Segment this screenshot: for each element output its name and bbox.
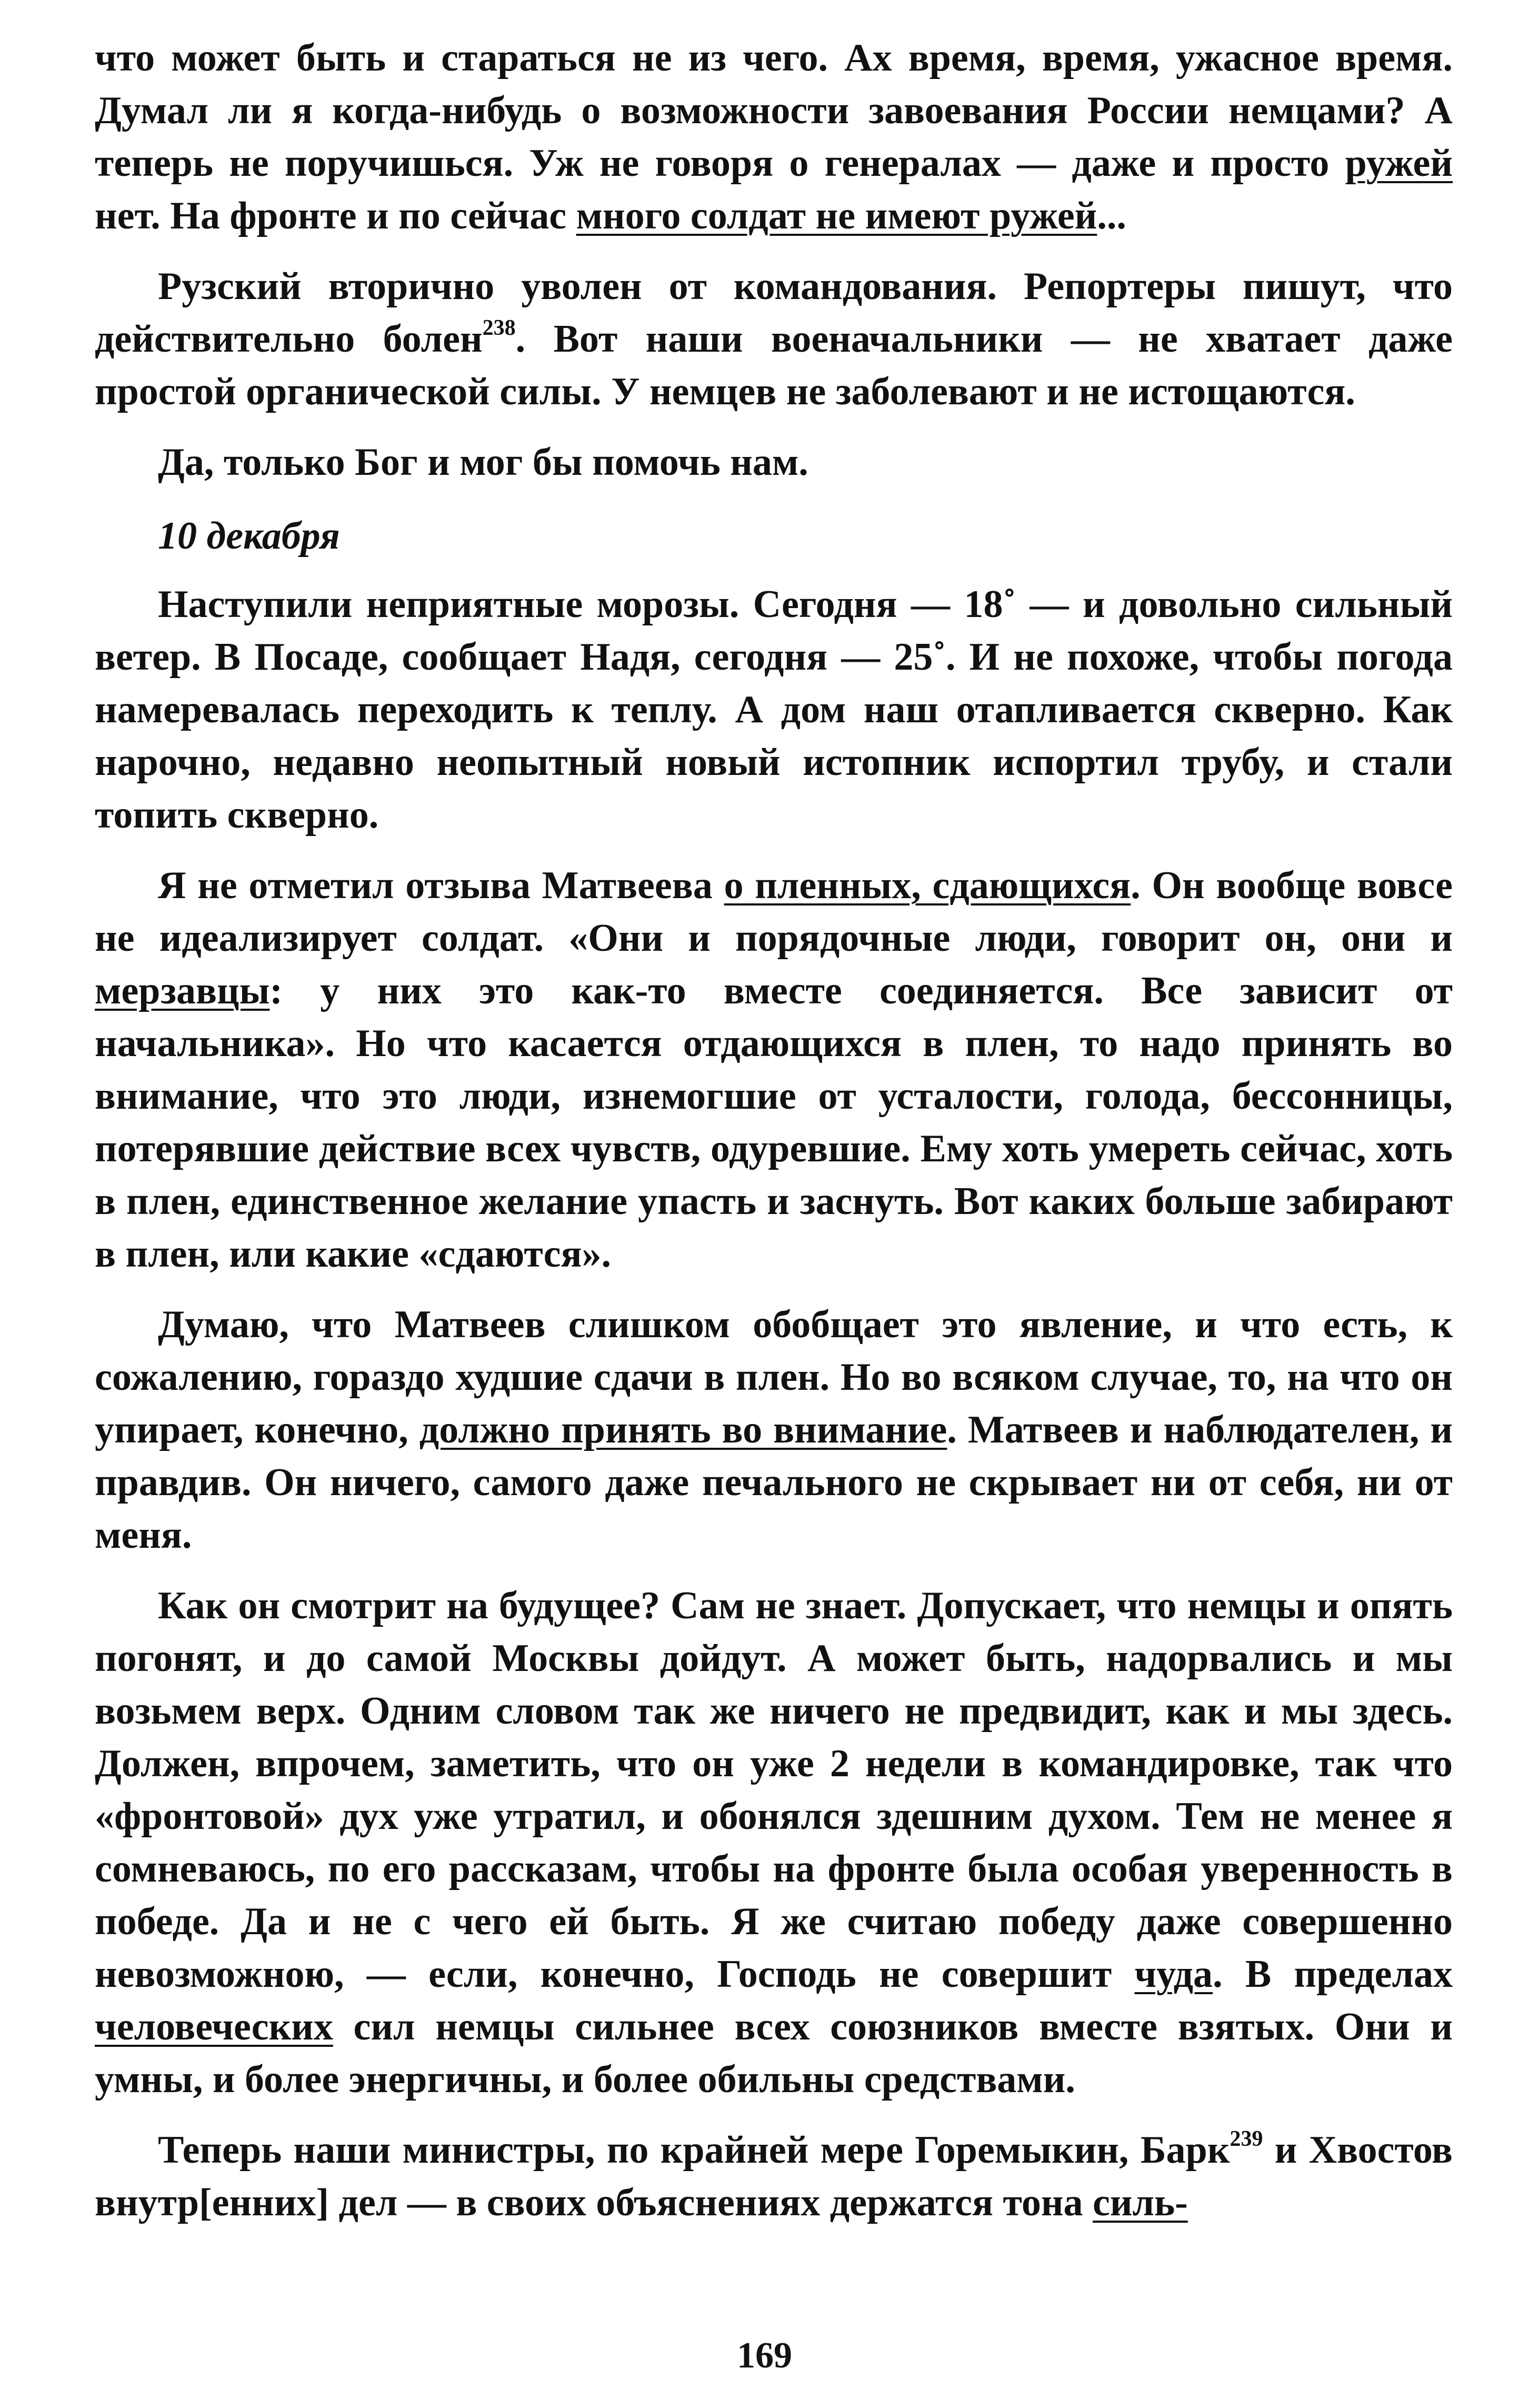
text-run: Я не отметил отзыва Матвеева <box>158 864 724 907</box>
underlined-text: ружей <box>1345 142 1453 185</box>
text-run: сил немцы сильнее всех союзников вместе взятых. Они и умны, и более энергичны, и более обильны средствами. <box>95 2005 1453 2101</box>
text-run: Как он смотрит на будущее? Сам не знает. Допускает, что немцы и опять погонят, и до самой Москвы дойдут. А может быть, надорвались и мы возьмем верх. Одним словом так же ничего не предвидит, как и мы здесь. Должен, впрочем, заметить, что он уже 2 недели в командировке, так что «фронтовой» дух уже утратил, и обонялся здешним духом. Тем не менее я сомневаюсь, по его рассказам, чтобы на фронте была особая уверенность в победе. Да и не с чего ей быть. Я же считаю победу даже совершенно невозможною, — если, конечно, Господь не совершит <box>95 1584 1453 1996</box>
page-body <box>95 32 1453 2348</box>
text-run: . Он вообще вовсе не идеализирует солдат. «Они и порядочные люди, говорит он, они и <box>95 864 1453 960</box>
paragraph-2 <box>95 260 1453 418</box>
text-run: Думаю, что Матвеев слишком обобщает это явление, и что есть, к сожалению, гораздо худшие сдачи в плен. Но во всяком случае, то, на что он упирает, конечно, <box>95 1303 1453 1451</box>
text-run: что может быть и стараться не из чего. Ах время, время, ужасное время. Думал ли я когда-нибудь о возможности завоевания России немцами? А теперь не поручишься. Уж не говоря о генералах — даже и просто <box>95 36 1453 185</box>
text-run: Теперь наши министры, по крайней мере Горемыкин, Барк <box>158 2128 1230 2172</box>
date-heading: 10 декабря <box>158 514 340 558</box>
paragraph-1 <box>95 32 1453 242</box>
paragraph-6 <box>95 1298 1453 1561</box>
text-run: . В пределах <box>1213 1953 1453 1996</box>
underlined-text: человеческих <box>95 2005 333 2048</box>
footnote-ref: 238 <box>482 316 516 340</box>
underlined-text: мерзавцы <box>95 969 270 1012</box>
text-run: нет. На фронте и по сейчас <box>95 194 576 237</box>
paragraph-8 <box>95 2124 1453 2229</box>
text-run: : у них это как-то вместе соединяется. Все зависит от начальника». Но что касается отдающихся в плен, то надо принять во внимание, что это люди, изнемогшие от усталости, голода, бессонницы, потерявшие действие всех чувств, одуревшие. Ему хоть умереть сейчас, хоть в плен, единственное желание упасть и заснуть. Вот каких больше забирают в плен, или какие «сдаются». <box>95 969 1453 1276</box>
underlined-text: чуда <box>1134 1953 1213 1996</box>
page-number: 169 <box>737 2335 792 2376</box>
text-run: Рузский вторично уволен от командования. Репортеры пишут, что действительно болен <box>95 265 1453 361</box>
underlined-text: силь- <box>1093 2181 1188 2224</box>
footnote-ref: 239 <box>1230 2127 1263 2151</box>
underlined-text: должно принять во внимание <box>419 1408 947 1451</box>
paragraph-4: Наступили неприятные морозы. Сегодня — 18˚ — и довольно сильный ветер. В Посаде, сообщает Надя, сегодня — 25˚. И не похоже, чтобы погода намеревалась переходить к теплу. А дом наш отапливается скверно. Как нарочно, недавно неопытный новый истопник испортил трубу, и стали топить скверно. <box>95 583 1453 837</box>
underlined-text: много солдат не имеют ружей <box>576 194 1097 237</box>
paragraph-7 <box>95 1579 1453 2106</box>
text-run: . Матвеев и наблюдателен, и правдив. Он ничего, самого даже печального не скрывает ни от себя, ни от меня. <box>95 1408 1453 1557</box>
text-run: и Хвостов внутр[енних] дел — в своих объяснениях держатся тона <box>95 2128 1453 2224</box>
underlined-text: о пленных, сдающихся <box>724 864 1131 907</box>
paragraph-3: Да, только Бог и мог бы помочь нам. <box>158 441 808 484</box>
paragraph-5 <box>95 859 1453 1280</box>
text-run: ... <box>1097 194 1126 237</box>
text-run: . Вот наши военачальники — не хватает даже простой органической силы. У немцев не заболевают и не истощаются. <box>95 317 1453 413</box>
